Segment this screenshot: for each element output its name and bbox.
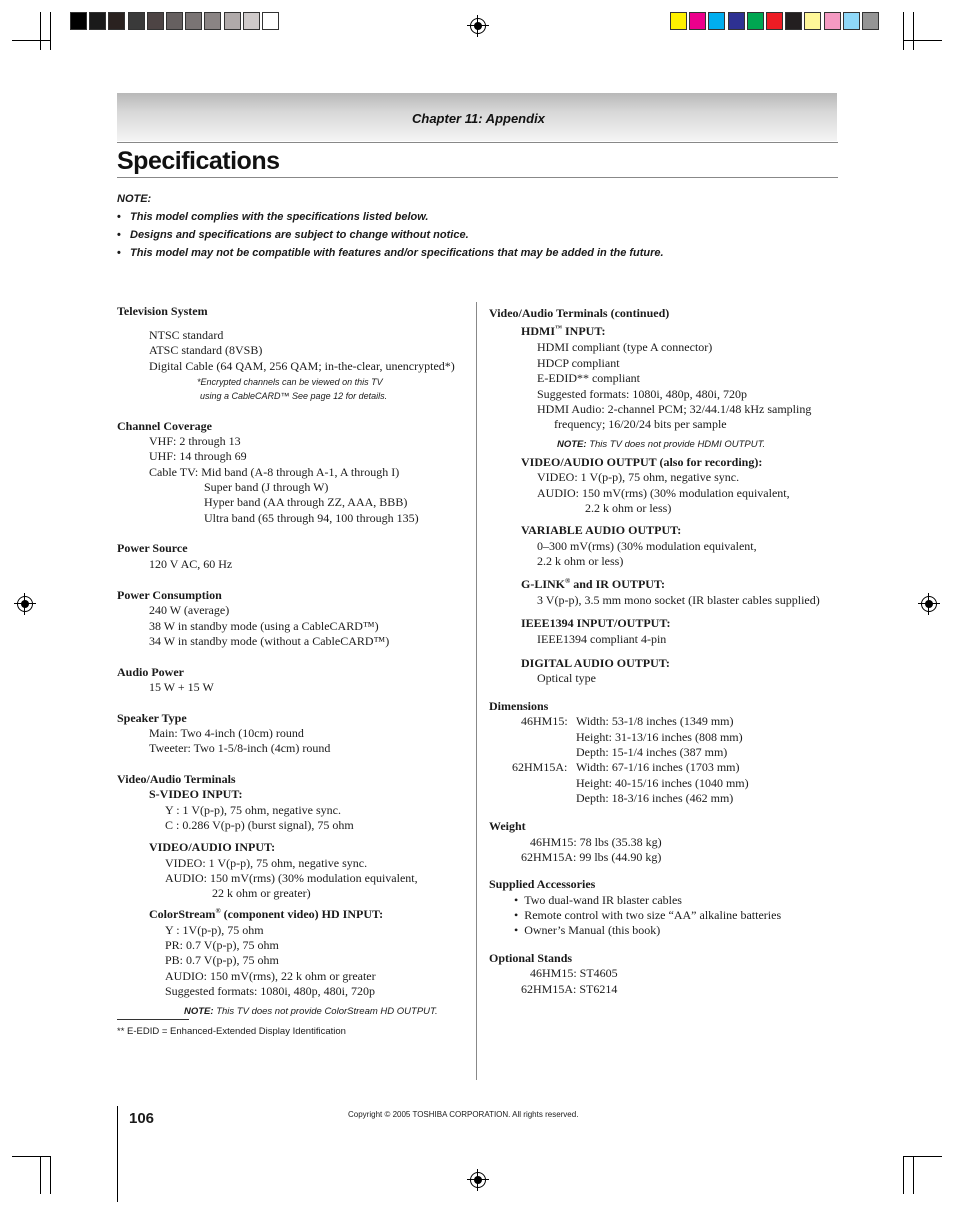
registration-mark-icon (470, 18, 486, 34)
footnote: using a CableCARD™ See page 12 for details. (200, 391, 388, 401)
gray-swatch (147, 12, 164, 30)
subsection-heading: S-VIDEO INPUT: (149, 787, 243, 801)
color-swatch (824, 12, 841, 30)
spec-line: PR: 0.7 V(p-p), 75 ohm (165, 938, 279, 952)
list-item: • Owner’s Manual (this book) (514, 923, 661, 937)
model-label: 46HM15: (521, 714, 568, 728)
spec-line: AUDIO: 150 mV(rms), 22 k ohm or greater (165, 969, 376, 983)
section-heading: Speaker Type (117, 711, 187, 725)
spec-line: Height: 40-15/16 inches (1040 mm) (576, 776, 749, 790)
chapter-title: Chapter 11: Appendix (412, 111, 545, 126)
note-item: • This model complies with the specifications listed below. (117, 211, 429, 223)
section-heading: Power Source (117, 541, 188, 555)
color-swatch (766, 12, 783, 30)
spec-line: Y : 1V(p-p), 75 ohm (165, 923, 264, 937)
gray-swatch (204, 12, 221, 30)
spec-line: 2.2 k ohm or less) (537, 554, 624, 568)
spec-line: AUDIO: 150 mV(rms) (30% modulation equivalent, (165, 871, 418, 885)
subsection-heading: DIGITAL AUDIO OUTPUT: (521, 656, 670, 670)
footnote-rule (117, 1019, 189, 1020)
spec-line: 34 W in standby mode (without a CableCARD™) (149, 634, 390, 648)
spec-line: PB: 0.7 V(p-p), 75 ohm (165, 953, 279, 967)
divider (117, 177, 838, 178)
list-item: • Remote control with two size “AA” alkaline batteries (514, 908, 782, 922)
section-heading: Television System (117, 304, 208, 318)
spec-line: NTSC standard (149, 328, 224, 342)
section-heading: Optional Stands (489, 951, 573, 965)
spec-line: 22 k ohm or greater) (212, 886, 311, 900)
spec-line: Hyper band (AA through ZZ, AAA, BBB) (204, 495, 408, 509)
color-swatch (862, 12, 879, 30)
gray-swatch (224, 12, 241, 30)
spec-line: Width: 53-1/8 inches (1349 mm) (576, 714, 734, 728)
divider (117, 142, 838, 143)
spec-line: Depth: 18-3/16 inches (462 mm) (576, 791, 734, 805)
spec-line: AUDIO: 150 mV(rms) (30% modulation equivalent, (537, 486, 790, 500)
footnote: ** E-EDID = Enhanced-Extended Display Identification (117, 1026, 346, 1037)
spec-line: Ultra band (65 through 94, 100 through 135) (204, 511, 419, 525)
note-inline: NOTE: This TV does not provide ColorStream HD OUTPUT. (184, 1006, 438, 1017)
footnote: *Encrypted channels can be viewed on this TV (197, 377, 383, 387)
spec-line: 0–300 mV(rms) (30% modulation equivalent, (537, 539, 757, 553)
spec-line: 120 V AC, 60 Hz (149, 557, 233, 571)
spec-line: 240 W (average) (149, 603, 230, 617)
spec-line: 62HM15A: ST6214 (521, 982, 618, 996)
list-item: • Two dual-wand IR blaster cables (514, 893, 682, 907)
spec-line: Optical type (537, 671, 596, 685)
spec-line: Super band (J through W) (204, 480, 329, 494)
spec-line: Suggested formats: 1080i, 480p, 480i, 720p (537, 387, 747, 401)
color-swatch (785, 12, 802, 30)
spec-line: 46HM15: ST4605 (530, 966, 618, 980)
subsection-heading: IEEE1394 INPUT/OUTPUT: (521, 616, 671, 630)
spec-line: VIDEO: 1 V(p-p), 75 ohm, negative sync. (165, 856, 368, 870)
spec-line: Y : 1 V(p-p), 75 ohm, negative sync. (165, 803, 341, 817)
spec-line: E-EDID** compliant (537, 371, 640, 385)
spec-line: ATSC standard (8VSB) (149, 343, 263, 357)
spec-line: 3 V(p-p), 3.5 mm mono socket (IR blaster cables supplied) (537, 593, 820, 607)
spec-line: HDMI Audio: 2-channel PCM; 32/44.1/48 kHz sampling (537, 402, 812, 416)
subsection-heading: ColorStream® (component video) HD INPUT: (149, 907, 384, 921)
section-heading: Dimensions (489, 699, 549, 713)
subsection-heading: G-LINK® and IR OUTPUT: (521, 577, 666, 591)
spec-line: HDCP compliant (537, 356, 620, 370)
section-heading: Video/Audio Terminals (continued) (489, 306, 670, 320)
section-heading: Supplied Accessories (489, 877, 596, 891)
spec-line: HDMI compliant (type A connector) (537, 340, 713, 354)
spec-line: UHF: 14 through 69 (149, 449, 247, 463)
color-swatch (689, 12, 706, 30)
note-item: • This model may not be compatible with features and/or specifications that may be added in the future. (117, 247, 664, 259)
page-title: Specifications (117, 147, 280, 175)
subsection-heading: HDMI™ INPUT: (521, 324, 606, 338)
spec-line: 15 W + 15 W (149, 680, 214, 694)
spec-line: Digital Cable (64 QAM, 256 QAM; in-the-clear, unencrypted*) (149, 359, 455, 373)
section-heading: Channel Coverage (117, 419, 212, 433)
registration-mark-icon (17, 596, 33, 612)
spec-line: Tweeter: Two 1-5/8-inch (4cm) round (149, 741, 331, 755)
note-heading: NOTE: (117, 193, 152, 205)
section-heading: Weight (489, 819, 526, 833)
gray-swatch (70, 12, 87, 30)
spec-line: Suggested formats: 1080i, 480p, 480i, 720p (165, 984, 375, 998)
registration-mark-icon (470, 1172, 486, 1188)
spec-line: 62HM15A: 99 lbs (44.90 kg) (521, 850, 662, 864)
spec-line: Width: 67-1/16 inches (1703 mm) (576, 760, 740, 774)
section-heading: Power Consumption (117, 588, 222, 602)
color-swatch (708, 12, 725, 30)
spec-line: Depth: 15-1/4 inches (387 mm) (576, 745, 728, 759)
color-swatch (728, 12, 745, 30)
color-swatch (670, 12, 687, 30)
spec-line: 46HM15: 78 lbs (35.38 kg) (530, 835, 662, 849)
model-label: 62HM15A: (512, 760, 568, 774)
gray-swatch (108, 12, 125, 30)
gray-swatch (89, 12, 106, 30)
spec-line: 2.2 k ohm or less) (585, 501, 672, 515)
gray-swatch (243, 12, 260, 30)
color-swatch (843, 12, 860, 30)
gray-swatch (262, 12, 279, 30)
spec-line: Main: Two 4-inch (10cm) round (149, 726, 304, 740)
section-heading: Video/Audio Terminals (117, 772, 236, 786)
registration-mark-icon (921, 596, 937, 612)
spec-line: frequency; 16/20/24 bits per sample (554, 417, 727, 431)
note-inline: NOTE: This TV does not provide HDMI OUTPUT. (557, 439, 766, 450)
color-swatch (747, 12, 764, 30)
subsection-heading: VARIABLE AUDIO OUTPUT: (521, 523, 682, 537)
spec-line: IEEE1394 compliant 4-pin (537, 632, 667, 646)
spec-line: 38 W in standby mode (using a CableCARD™) (149, 619, 379, 633)
gray-swatch (128, 12, 145, 30)
spec-line: VIDEO: 1 V(p-p), 75 ohm, negative sync. (537, 470, 740, 484)
spec-line: Cable TV: Mid band (A-8 through A-1, A through I) (149, 465, 400, 479)
color-swatch (804, 12, 821, 30)
subsection-heading: VIDEO/AUDIO INPUT: (149, 840, 276, 854)
note-item: • Designs and specifications are subject to change without notice. (117, 229, 469, 241)
spec-line: VHF: 2 through 13 (149, 434, 241, 448)
column-divider (476, 302, 477, 1080)
spec-line: Height: 31-13/16 inches (808 mm) (576, 730, 743, 744)
gray-swatch (185, 12, 202, 30)
spec-line: C : 0.286 V(p-p) (burst signal), 75 ohm (165, 818, 354, 832)
gray-swatch (166, 12, 183, 30)
copyright: Copyright © 2005 TOSHIBA CORPORATION. All rights reserved. (348, 1110, 579, 1119)
page-number: 106 (129, 1110, 155, 1127)
subsection-heading: VIDEO/AUDIO OUTPUT (also for recording): (521, 455, 763, 469)
section-heading: Audio Power (117, 665, 184, 679)
